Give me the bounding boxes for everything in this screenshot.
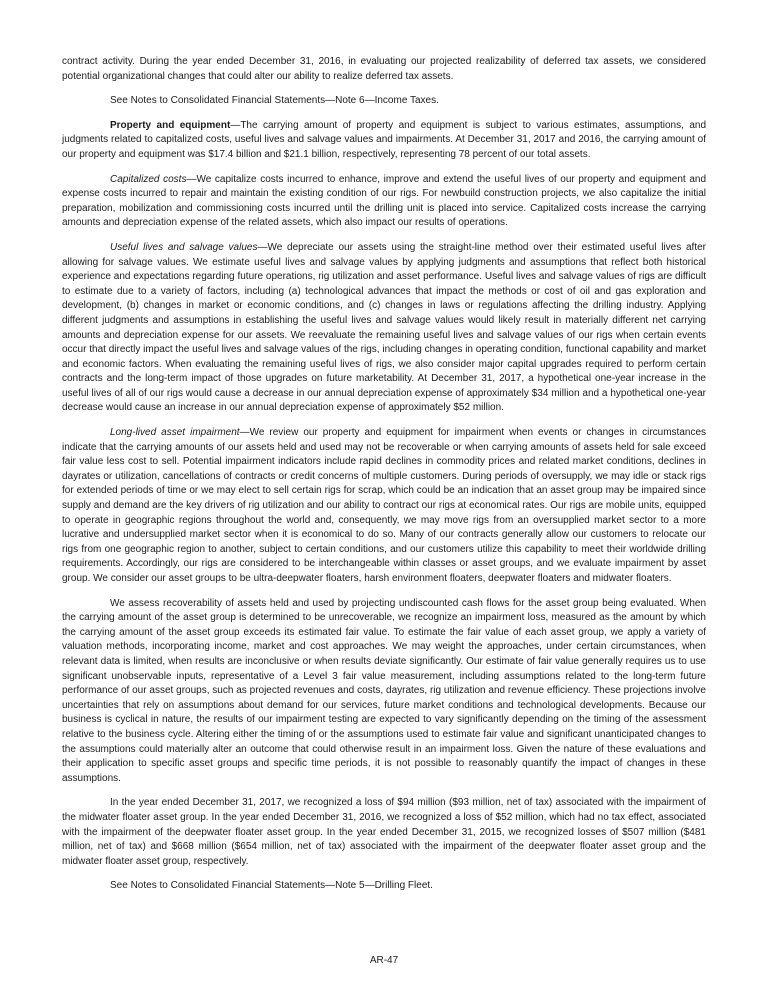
paragraph-lead: Long-lived asset impairment <box>110 427 240 439</box>
para-deferred-tax-continuation <box>62 55 706 84</box>
paragraph-text: —The carrying amount of property and equipment is subject to various estimates, assumptions, and judgments related to capitalized costs, useful lives and salvage values and impairments. At December 31, 2017 and 2016, the carrying amount of our property and equipment was $17.4 billion and $21.1 billion, respectively, representing 78 percent of our total assets. <box>62 119 707 160</box>
para-property-and-equipment <box>62 119 706 163</box>
paragraph-text: —We capitalize costs incurred to enhance, improve and extend the useful lives of our property and equipment and expense costs incurred to repair and maintain the existing condition of our rigs. For newbuild construction projects, we also capitalize the initial preparation, mobilization and commissioning costs incurred until the drilling unit is placed into service. Capitalized costs increase the carrying amounts and depreciation expense of the related assets, which also impact our results of operations. <box>62 173 707 229</box>
para-recoverability-assessment <box>62 597 706 787</box>
see-notes-drilling-fleet <box>62 879 706 894</box>
paragraph-text: contract activity. During the year ended December 31, 2016, in evaluating our projected realizability of deferred tax assets, we considered potential organizational changes that could alter our ability to realize deferred tax assets. <box>62 56 706 82</box>
paragraph-text: See Notes to Consolidated Financial Statements—Note 5—Drilling Fleet. <box>110 880 433 892</box>
paragraph-lead: Capitalized costs <box>110 173 187 185</box>
para-long-lived-asset-impairment <box>62 426 706 587</box>
paragraph-text: In the year ended December 31, 2017, we recognized a loss of $94 million ($93 million, net of tax) associated with the impairment of the midwater floater asset group. In the year ended December 31, 2016, we recognized a loss of $52 million, which had no tax effect, associated with the impairment of the deepwater floater asset group. In the year ended December 31, 2015, we recognized losses of $507 million ($481 million, net of tax) and $668 million ($654 million, net of tax) associated with the impairment of the deepwater floater asset group and the midwater floater asset group, respectively. <box>62 797 706 867</box>
paragraph-lead: Property and equipment <box>110 119 231 131</box>
paragraph-text: See Notes to Consolidated Financial Statements—Note 6—Income Taxes. <box>110 95 439 107</box>
paragraph-lead: Useful lives and salvage values <box>110 241 258 253</box>
para-useful-lives-salvage-values <box>62 241 706 416</box>
page-number: AR-47 <box>369 955 399 967</box>
paragraph-text: We assess recoverability of assets held and used by projecting undiscounted cash flows for the asset group being evaluated. When the carrying amount of the asset group is determined to be unrecoverable, we recognize an impairment loss, measured as the amount by which the carrying amount of the asset group exceeds its estimated fair value. To estimate the fair value of each asset group, we apply a variety of valuation methods, incorporating income, market and cost approaches. We may weight the approaches, under certain circumstances, when relevant data is limited, when results are inconclusive or when results deviate significantly. Our estimate of fair value generally requires us to use significant unobservable inputs, representative of a Level 3 fair value measurement, including assumptions related to the long-term future performance of our asset groups, such as projected revenues and costs, dayrates, rig utilization and revenue efficiency. These projections involve uncertainties that rely on assumptions about demand for our services, future market conditions and technological developments. Because our business is cyclical in nature, the results of our impairment testing are expected to vary significantly depending on the timing of the assessment relative to the business cycle. Altering either the timing of or the assumptions used to estimate fair value and significant unanticipated changes to the assumptions could materially alter an outcome that could otherwise result in an impairment loss. Given the nature of these evaluations and their application to specific asset groups and specific time periods, it is not possible to reasonably quantify the impact of changes in these assumptions. <box>62 597 706 784</box>
para-capitalized-costs <box>62 173 706 231</box>
see-notes-income-taxes <box>62 94 706 109</box>
paragraph-text: —We review our property and equipment for impairment when events or changes in circumstances indicate that the carrying amounts of our assets held and used may not be recoverable or when carrying amounts of assets held for sale exceed fair value less cost to sell. Potential impairment indicators include rapid declines in commodity prices and related market conditions, declines in dayrates or utilization, cancellations of contracts or credit concerns of multiple customers. During periods of oversupply, we may idle or stack rigs for extended periods of time or we may elect to sell certain rigs for scrap, which could be an indication that an asset group may be impaired since supply and demand are the key drivers of rig utilization and our ability to contract our rigs at economical rates. Our rigs are mobile units, equipped to operate in geographic regions throughout the world and, consequently, we may move rigs from an oversupplied market sector to a more lucrative and undersupplied market sector when it is economical to do so. Many of our contracts generally allow our customers to relocate our rigs from one geographic region to another, subject to certain conditions, and our customers utilize this capability to meet their worldwide drilling requirements. Accordingly, our rigs are considered to be interchangeable within classes or asset groups, and we evaluate impairment by asset group. We consider our asset groups to be ultra-deepwater floaters, harsh environment floaters, deepwater floaters and midwater floaters. <box>62 427 706 584</box>
paragraph-text: —We depreciate our assets using the straight-line method over their estimated useful lives after allowing for salvage values. We estimate useful lives and salvage values by applying judgments and assumptions that reflect both historical experience and expectations regarding future operations, rig utilization and asset performance. Useful lives and salvage values of rigs are difficult to estimate due to a variety of factors, including (a) technological advances that impact the methods or cost of oil and gas exploration and development, (b) changes in market or economic conditions, and (c) changes in laws or regulations affecting the drilling industry. Applying different judgments and assumptions in establishing the useful lives and salvage values would likely result in materially different net carrying amounts and depreciation expense for our assets. We reevaluate the remaining useful lives and salvage values of our rigs when certain events occur that directly impact the useful lives and salvage values of the rigs, including changes in operating condition, functional capability and market and economic factors. When evaluating the remaining useful lives of rigs, we also consider major capital upgrades required to perform certain contracts and the long-term impact of those upgrades on future marketability. At December 31, 2017, a hypothetical one-year increase in the useful lives of all of our rigs would cause a decrease in our annual depreciation expense of approximately $34 million and a hypothetical one-year decrease would cause an increase in our annual depreciation expense of approximately $52 million. <box>62 241 706 414</box>
para-impairment-losses <box>62 796 706 869</box>
